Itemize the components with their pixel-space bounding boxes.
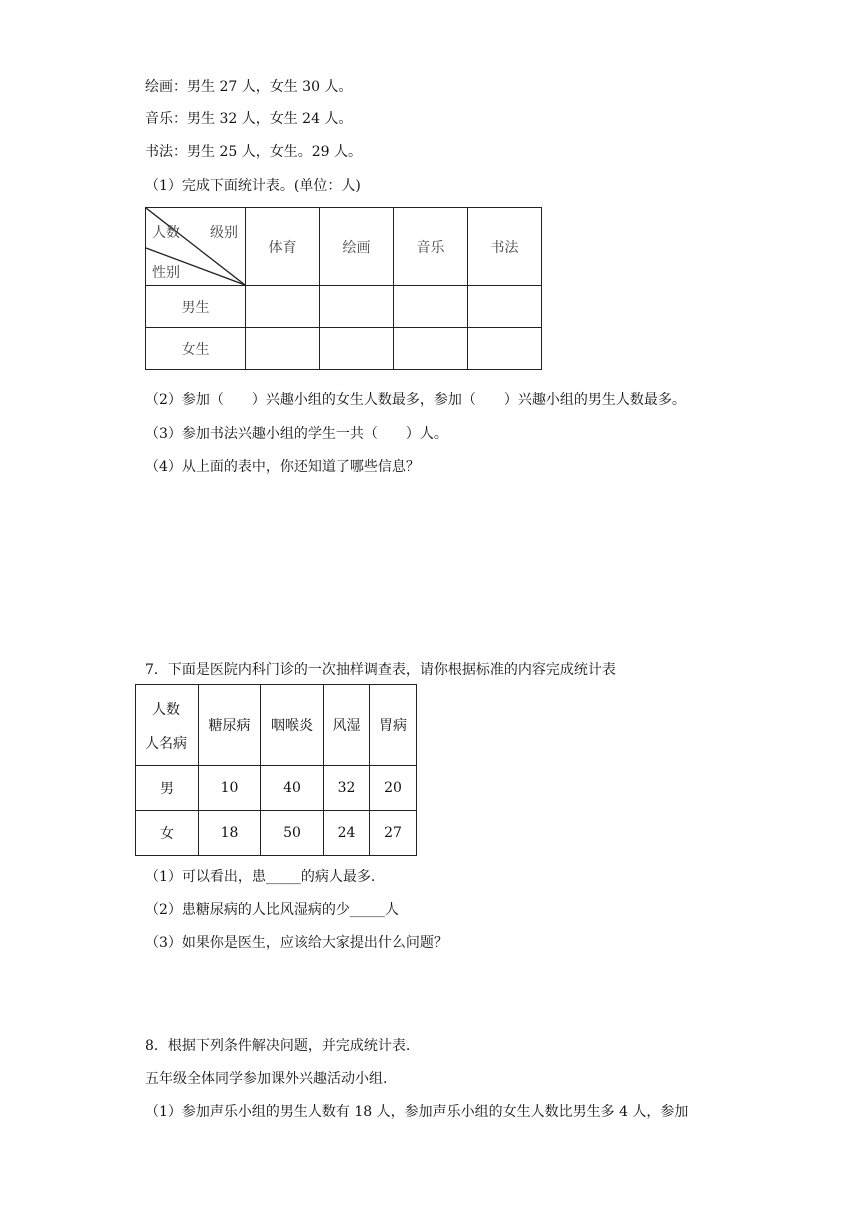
- empty-cell[interactable]: [320, 328, 394, 370]
- empty-cell[interactable]: [468, 328, 542, 370]
- stats-table-hospital-survey: [135, 684, 417, 856]
- data-cell: 40: [261, 766, 324, 811]
- data-cell: 18: [199, 811, 261, 856]
- corner-label-level: 级别: [210, 225, 238, 241]
- row-label: 男生: [146, 286, 246, 328]
- table-row: [136, 811, 417, 856]
- problem-8-title: 8．根据下列条件解决问题，并完成统计表.: [145, 1038, 411, 1054]
- corner-label-count: 人数: [152, 702, 180, 718]
- header-cell: 绘画: [320, 208, 394, 286]
- stats-table-interest-groups: [145, 207, 542, 370]
- empty-cell[interactable]: [468, 286, 542, 328]
- question-2: （2）参加（ ）兴趣小组的女生人数最多，参加（ ）兴趣小组的男生人数最多。: [145, 392, 686, 408]
- data-cell: 27: [370, 811, 417, 856]
- row-label: 女: [136, 811, 199, 856]
- corner-label-count: 人数: [152, 225, 180, 241]
- question-3: （3）参加书法兴趣小组的学生一共（ ）人。: [145, 426, 448, 442]
- corner-label-disease: 人名病: [145, 736, 187, 752]
- header-corner-cell: [136, 685, 199, 766]
- header-cell: 风湿: [324, 685, 370, 766]
- problem-7-title: 7．下面是医院内科门诊的一次抽样调查表，请你根据标准的内容完成统计表: [145, 662, 616, 678]
- data-cell: 10: [199, 766, 261, 811]
- header-cell: 书法: [468, 208, 542, 286]
- table-row: [136, 766, 417, 811]
- row-label: 女生: [146, 328, 246, 370]
- table-row: [146, 328, 542, 370]
- empty-cell[interactable]: [320, 286, 394, 328]
- problem-8-condition-1: （1）参加声乐小组的男生人数有 18 人，参加声乐小组的女生人数比男生多 4 人，参加: [145, 1104, 689, 1120]
- header-cell: 音乐: [394, 208, 468, 286]
- text-line: 音乐：男生 32 人，女生 24 人。: [145, 111, 353, 127]
- problem-7-question-2: （2）患糖尿病的人比风湿病的少_____人: [145, 902, 399, 918]
- header-cell: 咽喉炎: [261, 685, 324, 766]
- header-cell: 胃病: [370, 685, 417, 766]
- question-1: （1）完成下面统计表。(单位：人): [145, 178, 361, 194]
- header-cell: 体育: [246, 208, 320, 286]
- row-label: 男: [136, 766, 199, 811]
- corner-label-gender: 性别: [152, 265, 180, 281]
- data-cell: 24: [324, 811, 370, 856]
- text-line: 绘画：男生 27 人，女生 30 人。: [145, 79, 353, 95]
- data-cell: 20: [370, 766, 417, 811]
- empty-cell[interactable]: [394, 328, 468, 370]
- empty-cell[interactable]: [246, 286, 320, 328]
- empty-cell[interactable]: [394, 286, 468, 328]
- text-line: 书法：男生 25 人，女生。29 人。: [145, 144, 362, 160]
- table-row: [146, 286, 542, 328]
- problem-7-question-3: （3）如果你是医生，应该给大家提出什么问题？: [145, 935, 448, 951]
- problem-8-context: 五年级全体同学参加课外兴趣活动小组.: [145, 1071, 388, 1087]
- problem-7-question-1: （1）可以看出，患_____的病人最多.: [145, 869, 376, 885]
- data-cell: 32: [324, 766, 370, 811]
- question-4: （4）从上面的表中，你还知道了哪些信息？: [145, 459, 420, 475]
- header-cell: 糖尿病: [199, 685, 261, 766]
- data-cell: 50: [261, 811, 324, 856]
- empty-cell[interactable]: [246, 328, 320, 370]
- diagonal-header-cell: [146, 208, 246, 286]
